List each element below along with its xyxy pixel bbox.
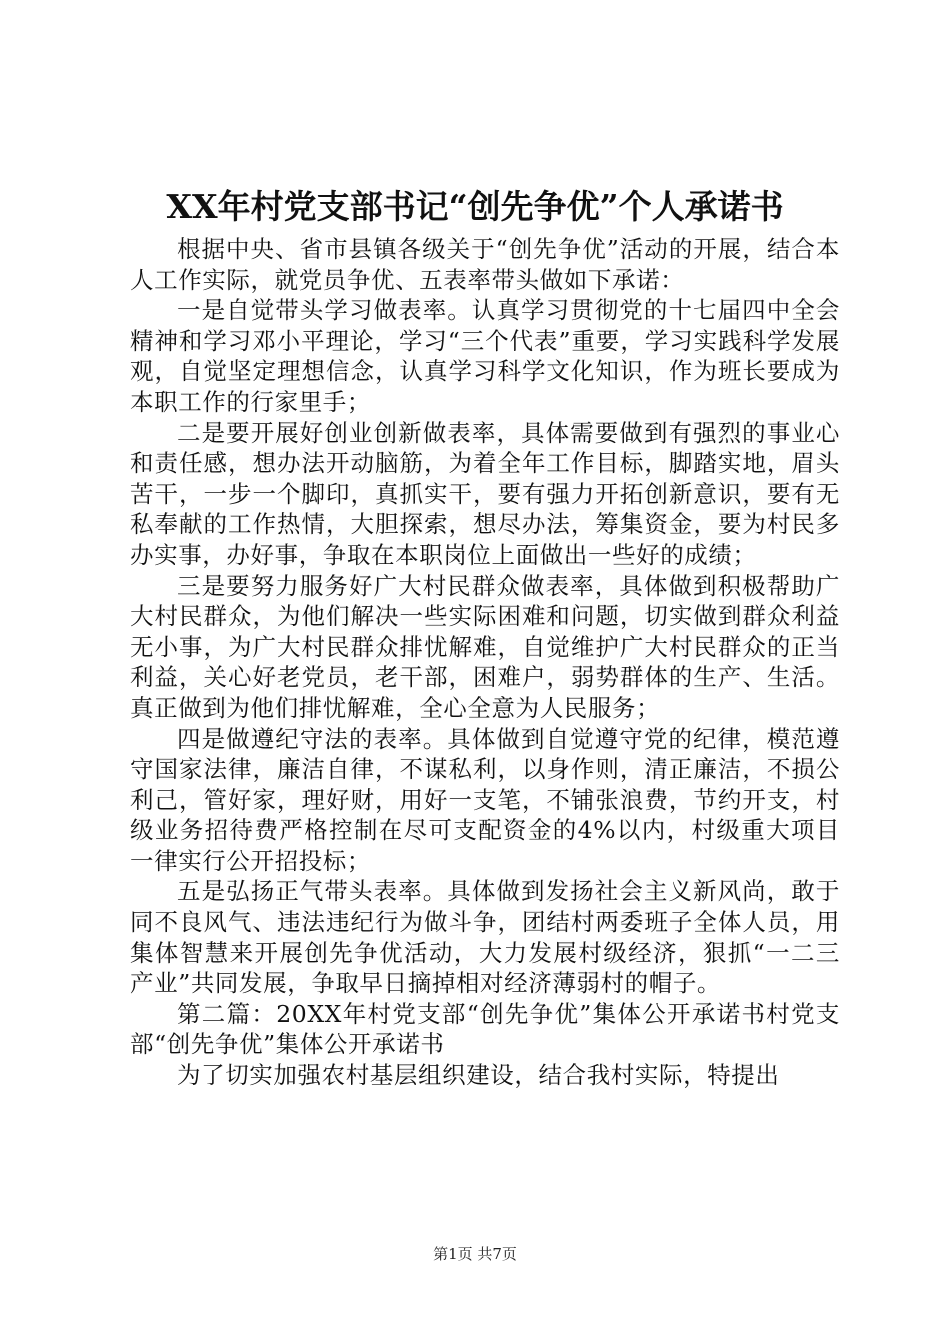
paragraph-second-article-start: 为了切实加强农村基层组织建设，结合我村实际，特提出 [177, 1061, 780, 1090]
paragraph-commitment-1: 一是自觉带头学习做表率。认真学习贯彻党的十七届四中全会精神和学习邓小平理论，学习“三个代表”重要，学习实践科学发展观，自觉坚定理想信念，认真学习科学文化知识，作为班长要成为本职工作的行家里手； [130, 296, 840, 416]
page-number-footer: 第1页 共7页 [433, 1245, 517, 1263]
paragraph-intro: 根据中央、省市县镇各级关于“创先争优”活动的开展，结合本人工作实际，就党员争优、五表率带头做如下承诺： [130, 235, 840, 294]
document-body [130, 234, 840, 1091]
paragraph-commitment-3: 三是要努力服务好广大村民群众做表率，具体做到积极帮助广大村民群众，为他们解决一些实际困难和问题，切实做到群众利益无小事，为广大村民群众排忧解难，自觉维护广大村民群众的正当利益，关心好老党员，老干部，困难户，弱势群体的生产、生活。真正做到为他们排忧解难，全心全意为人民服务； [130, 571, 840, 722]
paragraph-commitment-2: 二是要开展好创业创新做表率，具体需要做到有强烈的事业心和责任感，想办法开动脑筋，为着全年工作目标，脚踏实地，眉头苦干，一步一个脚印，真抓实干，要有强力开拓创新意识，要有无私奉献的工作热情，大胆探索，想尽办法，筹集资金，要为村民多办实事，办好事，争取在本职岗位上面做出一些好的成绩； [130, 418, 840, 569]
paragraph-commitment-5: 五是弘扬正气带头表率。具体做到发扬社会主义新风尚，敢于同不良风气、违法违纪行为做斗争，团结村两委班子全体人员，用集体智慧来开展创先争优活动，大力发展村级经济，狠抓“一二三产业”共同发展，争取早日摘掉相对经济薄弱村的帽子。 [130, 877, 840, 998]
paragraph-commitment-4: 四是做遵纪守法的表率。具体做到自觉遵守党的纪律，模范遵守国家法律，廉洁自律，不谋私利，以身作则，清正廉洁，不损公利己，管好家，理好财，用好一支笔，不铺张浪费，节约开支，村级业务招待费严格控制在尽可支配资金的4%以内，村级重大项目一律实行公开招投标； [130, 724, 840, 875]
document-title: XX年村党支部书记“创先争优”个人承诺书 [166, 187, 784, 226]
paragraph-second-article-heading: 第二篇：20XX年村党支部“创先争优”集体公开承诺书村党支部“创先争优”集体公开承诺书 [130, 999, 840, 1059]
